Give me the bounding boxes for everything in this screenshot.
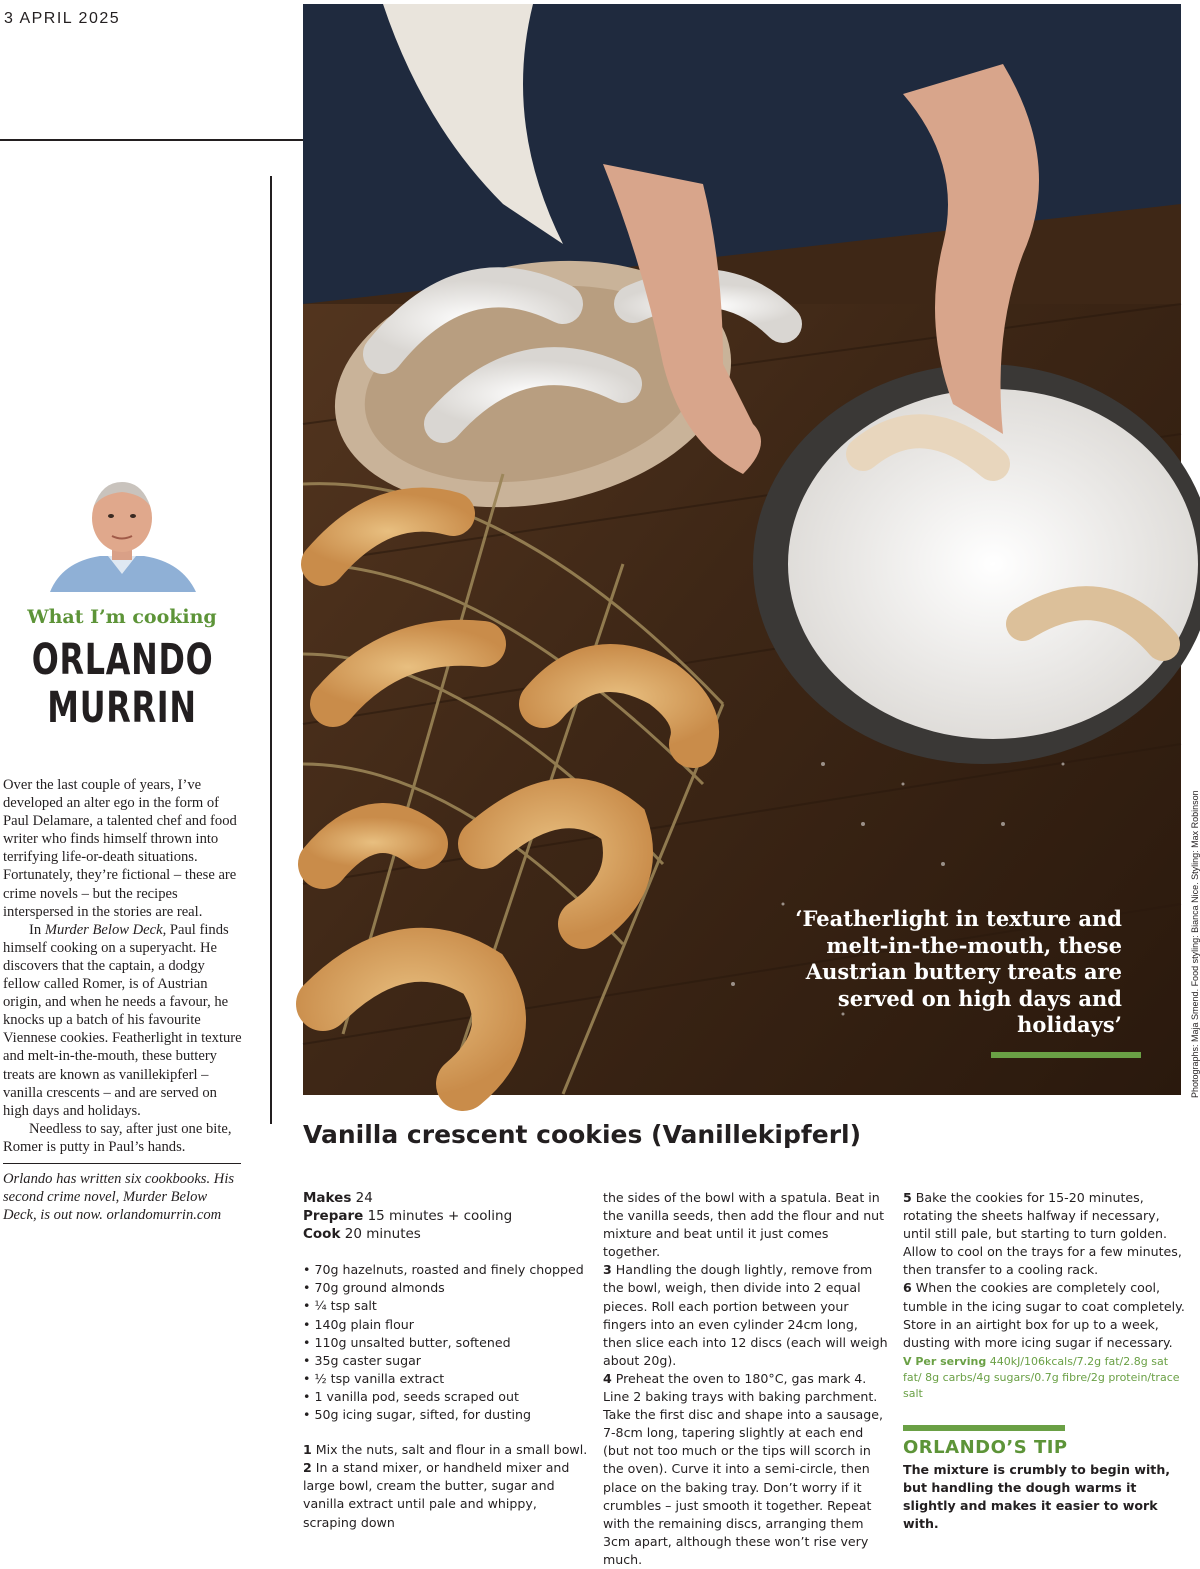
intro-paragraph-2-rest: , Paul finds himself cooking on a superyacht. He discovers that the captain, a dodgy fellow called Romer, is of Austrian origin, and when he needs a favour, he knocks up a batch of his favourite Viennese cookies. Featherlight in texture and melt-in-the-mouth, these buttery treats are known as vanillekipferl – vanilla crescents – and are served on high days and holidays. (3, 921, 242, 1119)
method-step-2 (303, 1459, 593, 1531)
ingredient-item: • 70g hazelnuts, roasted and finely chopped (303, 1261, 593, 1279)
method-step-2-continued: the sides of the bowl with a spatula. Beat in the vanilla seeds, then add the flour and nut mixture and beat until it just comes together. (603, 1190, 885, 1260)
ingredient-item: • 110g unsalted butter, softened (303, 1334, 593, 1352)
column-kicker: What I’m cooking (27, 606, 217, 628)
intro-paragraph-1: Over the last couple of years, I’ve developed an alter ego in the form of Paul Delamare, a talented chef and food writer who finds himself thrown into terrifying life-or-death situations. Fortunately, they’re fictional – these are crime novels – but the recipes interspersed in the stories are real. (3, 777, 237, 920)
step-text: Preheat the oven to 180°C, gas mark 4. Line 2 baking trays with baking parchment. Take the first disc and shape into a sausage, 7-8cm long, tapering slightly at each end (but not too much or the tips will scorch in the oven). Curve it into a semi-circle, then place on the baking tray. Don’t worry if it crumbles – just smooth it together. Repeat with the remaining discs, arranging them 3cm apart, although these won’t rise very much. (603, 1370, 884, 1567)
cook-value: 20 minutes (340, 1226, 421, 1243)
ingredient-item: • 35g caster sugar (303, 1352, 593, 1370)
intro-paragraph-3: Needless to say, after just one bite, Romer is putty in Paul’s hands. (3, 1120, 232, 1155)
intro-paragraph-2-start: In (29, 921, 45, 938)
step-text: In a stand mixer, or handheld mixer and large bowl, cream the butter, sugar and vanilla extract until pale and whippy, scraping down (303, 1460, 570, 1530)
recipe-title: Vanilla crescent cookies (Vanillekipferl) (303, 1120, 862, 1149)
bio-rule (3, 1163, 241, 1164)
method-step-6 (903, 1279, 1185, 1351)
recipe-makes (303, 1189, 593, 1207)
step-number: 5 (903, 1190, 912, 1205)
book-title: Murder Below Deck (44, 921, 163, 938)
tip-bar (903, 1425, 1065, 1431)
author-name-line2: MURRIN (47, 683, 197, 733)
recipe-prepare (303, 1207, 593, 1225)
author-name-line1: ORLANDO (31, 635, 214, 685)
method-steps (303, 1441, 593, 1531)
ingredient-item: • 70g ground almonds (303, 1279, 593, 1297)
step-text: Mix the nuts, salt and flour in a small bowl. (311, 1442, 588, 1458)
author-bio: Orlando has written six cookbooks. His second crime novel, Murder Below Deck, is out now. orlandomurrin.com (3, 1171, 235, 1224)
intro-paragraph-2 (3, 921, 243, 1120)
step-text: Bake the cookies for 15-20 minutes, rotating the sheets halfway if necessary, until still pale, but starting to turn golden. Allow to cool on the trays for a few minutes, then transfer to a cooling rack. (903, 1190, 1182, 1278)
method-step-4 (603, 1370, 888, 1569)
ingredient-item: • ½ tsp vanilla extract (303, 1370, 593, 1388)
issue-date: 3 APRIL 2025 (4, 10, 121, 27)
cook-label: Cook (303, 1226, 341, 1243)
ingredient-item: • ¼ tsp salt (303, 1297, 593, 1315)
intro-text (3, 776, 243, 1156)
recipe-column-2 (603, 1189, 888, 1569)
nutrition-label: V Per serving (903, 1354, 987, 1368)
step-text: Handling the dough lightly, remove from the bowl, weigh, then divide into 2 equal pieces. Roll each portion between your fingers into an even cylinder 24cm long, then slice each into 12 discs (each will weigh about 20g). (603, 1262, 888, 1368)
column-divider (270, 176, 272, 1124)
nutrition-values: 440kJ/106kcals/7.2g fat/2.8g sat fat/ 8g carbs/4g sugars/0.7g fibre/2g protein/trace salt (903, 1354, 1180, 1400)
nutrition-info (903, 1354, 1185, 1402)
step-number: 2 (303, 1460, 312, 1476)
prepare-label: Prepare (303, 1208, 364, 1225)
ingredient-list (303, 1261, 593, 1424)
recipe-cook (303, 1225, 593, 1243)
method-step-5 (903, 1189, 1185, 1279)
hero-photo (303, 4, 1181, 1095)
ingredient-item: • 140g plain flour (303, 1316, 593, 1334)
author-photo (42, 470, 202, 592)
makes-value: 24 (351, 1190, 373, 1206)
author-name (32, 636, 213, 732)
tip-heading: ORLANDO’S TIP (903, 1437, 1068, 1458)
step-number: 6 (903, 1280, 912, 1296)
recipe-column-1 (303, 1189, 593, 1532)
photo-credit: Photographs: Maja Smend. Food styling: Bianca Nice. Styling: Max Robinson (1190, 790, 1200, 1098)
makes-label: Makes (303, 1190, 352, 1206)
tip-body: The mixture is crumbly to begin with, but handling the dough warms it slightly and makes it easier to work with. (903, 1462, 1171, 1531)
pull-quote-bar (991, 1052, 1141, 1058)
ingredient-item: • 1 vanilla pod, seeds scraped out (303, 1388, 593, 1406)
step-number: 4 (603, 1370, 612, 1386)
prepare-value: 15 minutes + cooling (363, 1208, 513, 1225)
step-text: When the cookies are completely cool, tumble in the icing sugar to coat completely. Store in an airtight box for up to a week, dusting with more icing sugar if necessary. (903, 1280, 1185, 1350)
pull-quote: ‘Featherlight in texture and melt-in-the-mouth, these Austrian buttery treats are served on high days and holidays’ (795, 906, 1122, 1037)
ingredient-item: • 50g icing sugar, sifted, for dusting (303, 1406, 593, 1424)
method-step-1 (303, 1441, 593, 1459)
top-rule (0, 139, 303, 141)
step-number: 3 (603, 1262, 612, 1278)
recipe-column-3 (903, 1189, 1185, 1402)
step-number: 1 (303, 1442, 312, 1458)
method-step-3 (603, 1261, 888, 1370)
